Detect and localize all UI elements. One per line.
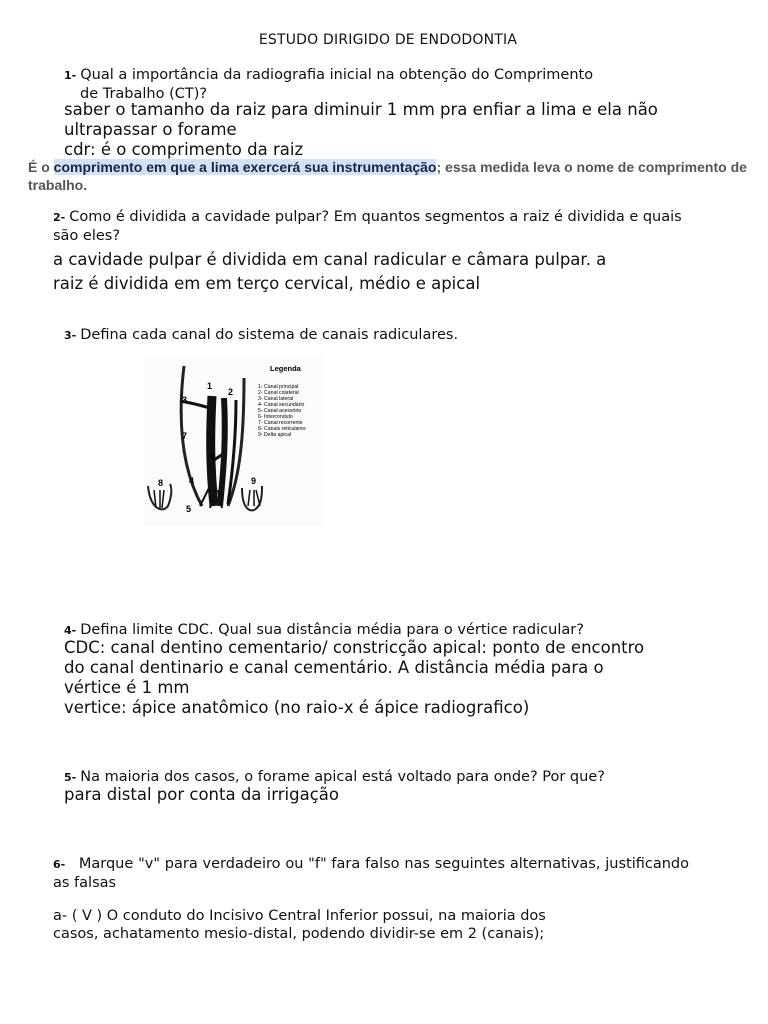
- figure-legend-item: 4- Canal secundário: [258, 402, 305, 408]
- figure-label-5: 5: [186, 504, 192, 514]
- question-6-item-a: [53, 907, 613, 943]
- answer-4: [64, 638, 724, 718]
- figure-label-4: 4: [189, 476, 195, 486]
- question-6-text: Marque "v" para verdadeiro ou "f" fara falso nas seguintes alternativas, justificando as falsas: [53, 856, 690, 891]
- figure-legend-item: 3- Canal lateral: [258, 396, 294, 402]
- question-6-item-a-line1: a- ( V ) O conduto do Incisivo Central Inferior possui, na maioria dos: [53, 908, 546, 924]
- figure-label-8: 8: [158, 478, 164, 488]
- answer-2-line: a cavidade pulpar é dividida em canal radicular e câmara pulpar. a: [53, 250, 607, 269]
- answer-4-line: vertice: ápice anatômico (no raio-x é ápice radiografico): [64, 698, 530, 717]
- question-6-number: 6-: [53, 858, 66, 871]
- answer-1: [64, 100, 754, 160]
- figure-label-2: 2: [228, 387, 234, 397]
- answer-1-line: saber o tamanho da raiz para diminuir 1 mm pra enfiar a lima e ela não: [64, 100, 658, 119]
- note-suffix: ; essa medida leva o nome de comprimento de trabalho.: [28, 159, 747, 193]
- question-2-text: Como é dividida a cavidade pulpar? Em quantos segmentos a raiz é dividida e quais são eles?: [53, 209, 682, 244]
- question-1-number: 1-: [64, 69, 77, 82]
- answer-4-line: CDC: canal dentino cementario/ constricção apical: ponto de encontro: [64, 638, 645, 657]
- note-highlighted-text[interactable]: comprimento em que a lima exercerá sua instrumentação: [53, 159, 437, 175]
- question-4-number: 4-: [64, 624, 77, 637]
- answer-5: para distal por conta da irrigação: [64, 785, 339, 804]
- question-1-text-line1: Qual a importância da radiografia inicial na obtenção do Comprimento: [80, 67, 594, 83]
- figure-legend-title: Legenda: [270, 364, 301, 373]
- question-2-number: 2-: [53, 211, 66, 224]
- question-3-number: 3-: [64, 329, 77, 342]
- answer-1-line: cdr: é o comprimento da raiz: [64, 140, 304, 159]
- note-prefix: É o: [28, 159, 54, 175]
- figure-label-6: 6: [210, 452, 216, 462]
- question-4-text: Defina limite CDC. Qual sua distância média para o vértice radicular?: [80, 622, 584, 638]
- question-1-text-line2: de Trabalho (CT)?: [80, 86, 208, 102]
- answer-2: [53, 248, 693, 296]
- figure-label-3: 3: [182, 395, 188, 405]
- figure-legend-item: 7- Canal recorrente: [258, 420, 303, 426]
- answer-1-line: ultrapassar o forame: [64, 120, 237, 139]
- question-5-text: Na maioria dos casos, o forame apical está voltado para onde? Por que?: [80, 769, 605, 785]
- root-canal-diagram: [144, 356, 324, 526]
- figure-label-7: 7: [182, 431, 188, 441]
- question-1: [64, 66, 684, 103]
- figure-legend-item: 5- Canal acessório: [258, 408, 302, 414]
- question-6-item-a-line2: casos, achatamento mesio-distal, podendo dividir-se em 2 (canais);: [53, 926, 545, 942]
- document-title: ESTUDO DIRIGIDO DE ENDODONTIA: [258, 32, 518, 48]
- answer-4-line: do canal dentinario e canal cementário. A distância média para o: [64, 658, 604, 677]
- figure-label-9: 9: [251, 476, 257, 486]
- question-6: [53, 855, 689, 892]
- figure-legend-item: 6- Interconduto: [258, 414, 293, 420]
- answer-2-line: raiz é dividida em em terço cervical, médio e apical: [53, 274, 481, 293]
- figure-label-1: 1: [207, 381, 213, 391]
- figure-legend-item: 9- Delta apical: [258, 432, 292, 438]
- pasted-definition-note: [28, 158, 748, 194]
- question-2: [53, 208, 703, 245]
- answer-4-line: vértice é 1 mm: [64, 678, 190, 697]
- question-3: [64, 326, 458, 345]
- question-5-number: 5-: [64, 771, 77, 784]
- figure-legend-item: 8- Canais reticulares: [258, 426, 306, 432]
- root-canal-drawing: [144, 356, 324, 526]
- figure-legend-item: 1- Canal principal: [258, 384, 299, 390]
- question-3-text: Defina cada canal do sistema de canais radiculares.: [80, 327, 459, 343]
- figure-legend-item: 2- Canal colateral: [258, 390, 299, 396]
